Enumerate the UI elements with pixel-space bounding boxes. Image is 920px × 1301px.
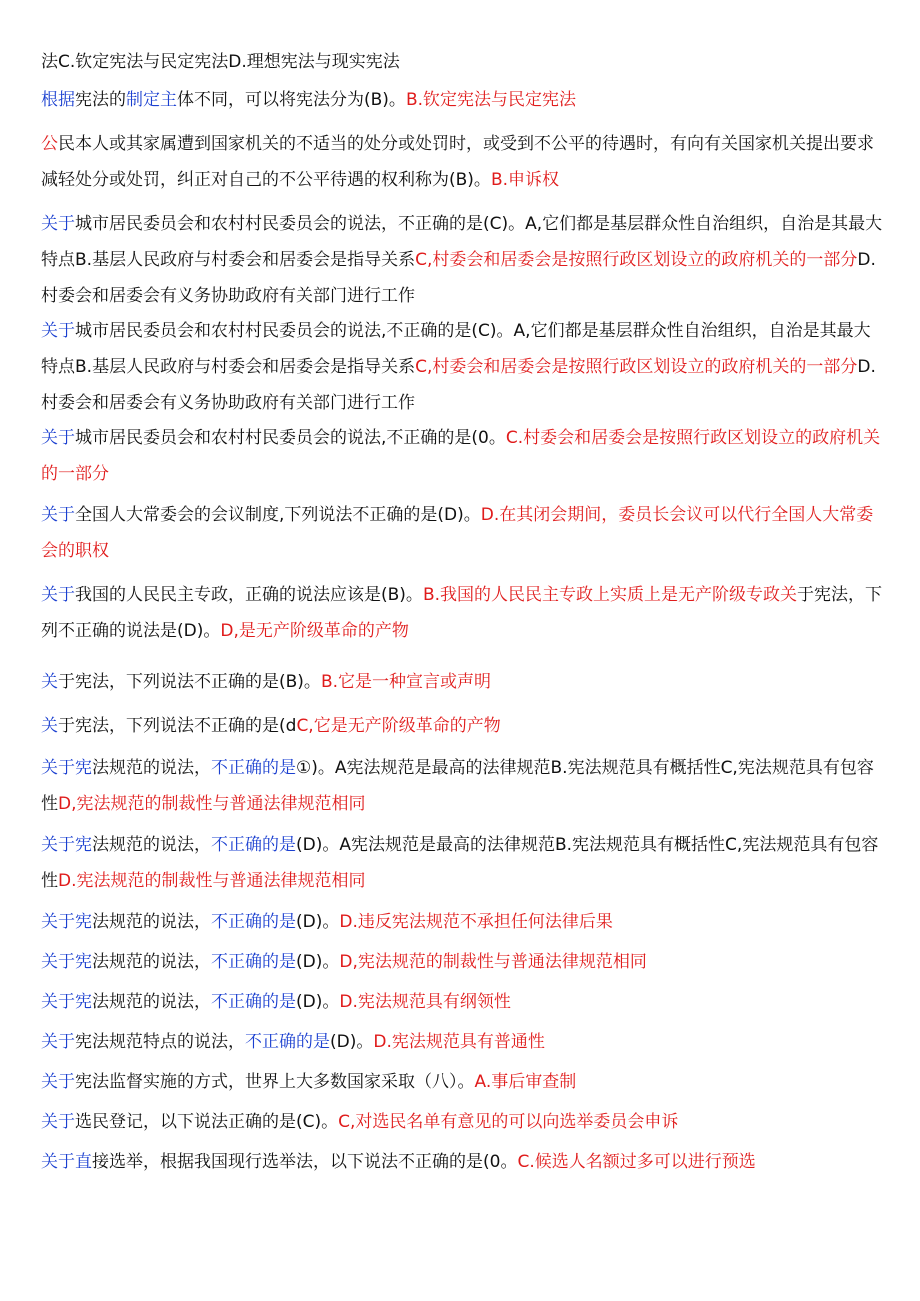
text-segment: 关于宪 xyxy=(41,758,92,778)
paragraph-11 xyxy=(41,827,883,899)
paragraph-9 xyxy=(41,708,883,744)
text-segment: 关于 xyxy=(41,585,75,605)
text-segment: C,村委会和居委会是按照行政区划设立的政府机关的一部分 xyxy=(415,357,858,377)
text-segment: 不正确的是 xyxy=(211,952,296,972)
paragraph-8 xyxy=(41,664,883,700)
text-segment: D.宪法规范具有纲领性 xyxy=(339,992,511,1012)
paragraph-12 xyxy=(41,904,883,940)
text-segment: D.村委会和居委会有义务协助政府有关部门进行工作 xyxy=(41,250,876,306)
text-segment: D,宪法规范的制裁性与普通法律规范相同 xyxy=(339,952,647,972)
paragraph-17 xyxy=(41,1104,883,1140)
text-segment: 关 xyxy=(41,716,58,736)
text-segment: B.我国的人民民主专政上实质上是无产阶级专政关 xyxy=(422,585,798,605)
text-segment: D.违反宪法规范不承担任何法律后果 xyxy=(339,912,613,932)
paragraph-2 xyxy=(41,126,883,198)
text-segment: 制定主 xyxy=(126,90,177,110)
text-segment: B.它是一种宣言或声明 xyxy=(320,672,492,692)
text-segment: 全国人大常委会的会议制度,下列说法不正确的是(D)。 xyxy=(75,505,481,525)
paragraph-15 xyxy=(41,1024,883,1060)
text-segment: 法规范的说法， xyxy=(92,835,211,855)
text-segment: 关于 xyxy=(41,1032,75,1052)
paragraph-4 xyxy=(41,313,883,421)
text-segment: D.宪法规范的制裁性与普通法律规范相同 xyxy=(58,871,366,891)
text-segment: B.钦定宪法与民定宪法 xyxy=(405,90,577,110)
text-segment: 法规范的说法， xyxy=(92,912,211,932)
text-segment: 关于 xyxy=(41,1072,75,1092)
text-segment: 于宪法，下列说法不正确的是(B)。 xyxy=(58,672,321,692)
text-segment: 宪法的 xyxy=(75,90,126,110)
text-segment: 公 xyxy=(41,134,58,154)
text-segment: 关于宪 xyxy=(41,912,92,932)
text-segment: C,它是无产阶级革命的产物 xyxy=(296,716,501,736)
paragraph-16 xyxy=(41,1064,883,1100)
text-segment: 法C.钦定宪法与民定宪法D.理想宪法与现实宪法 xyxy=(41,52,400,72)
text-segment: 我国的人民民主专政，正确的说法应该是(B)。 xyxy=(75,585,423,605)
text-segment: 法规范的说法， xyxy=(92,992,211,1012)
text-segment: 选民登记，以下说法正确的是(C)。 xyxy=(75,1112,339,1132)
text-segment: C,村委会和居委会是按照行政区划设立的政府机关的一部分 xyxy=(415,250,858,270)
paragraph-18 xyxy=(41,1144,883,1180)
text-segment: C,对选民名单有意见的可以向选举委员会申诉 xyxy=(338,1112,679,1132)
text-segment: 于宪法，下列不正确的说法是(D)。 xyxy=(41,585,883,641)
text-segment: 宪法监督实施的方式，世界上大多数国家采取（八）。 xyxy=(75,1072,475,1092)
paragraph-14 xyxy=(41,984,883,1020)
text-segment: 民本人或其家属遭到国家机关的不适当的处分或处罚时，或受到不公平的待遇时，有向有关国家机关提出要求减轻处分或处罚，纠正对自己的不公平待遇的权利称为(B)。 xyxy=(41,134,874,190)
text-segment: (D)。 xyxy=(296,952,340,972)
text-segment: 城市居民委员会和农村村民委员会的说法,不正确的是(C)。A,它们都是基层群众性自治组织，自治是其最大特点B.基层人民政府与村委会和居委会是指导关系 xyxy=(41,321,871,377)
text-segment: 关于宪 xyxy=(41,952,92,972)
text-segment: 法规范的说法， xyxy=(92,952,211,972)
text-segment: 不正确的是 xyxy=(211,992,296,1012)
text-segment: D,宪法规范的制裁性与普通法律规范相同 xyxy=(58,794,366,814)
text-segment: 接选举，根据我国现行选举法，以下说法不正确的是(0。 xyxy=(92,1152,518,1172)
text-segment: 关 xyxy=(41,672,58,692)
text-segment: 关于 xyxy=(41,214,75,234)
text-segment: D,是无产阶级革命的产物 xyxy=(220,621,409,641)
text-segment: A.事后审查制 xyxy=(474,1072,577,1092)
text-segment: (D)。A宪法规范是最高的法律规范B.宪法规范具有概括性C,宪法规范具有包容性 xyxy=(41,835,879,891)
paragraph-1 xyxy=(41,82,883,118)
text-segment: 关于 xyxy=(41,321,75,341)
text-segment: D.在其闭会期间，委员长会议可以代行全国人大常委会的职权 xyxy=(41,505,874,561)
paragraph-10 xyxy=(41,750,883,822)
paragraph-3 xyxy=(41,206,883,314)
text-segment: 城市居民委员会和农村村民委员会的说法,不正确的是(0。 xyxy=(75,428,506,448)
text-segment: 不正确的是 xyxy=(211,835,296,855)
text-segment: C.村委会和居委会是按照行政区划设立的政府机关的一部分 xyxy=(41,428,881,484)
text-segment: 不正确的是 xyxy=(211,912,296,932)
paragraph-5 xyxy=(41,420,883,492)
text-segment: (D)。 xyxy=(296,912,340,932)
text-segment: 关于直 xyxy=(41,1152,92,1172)
text-segment: 法规范的说法， xyxy=(92,758,211,778)
paragraph-13 xyxy=(41,944,883,980)
paragraph-6 xyxy=(41,497,883,569)
text-segment: 关于宪 xyxy=(41,992,92,1012)
text-segment: D.宪法规范具有普通性 xyxy=(373,1032,545,1052)
text-segment: 不正确的是 xyxy=(245,1032,330,1052)
text-segment: ①)。A宪法规范是最高的法律规范B.宪法规范具有概括性C,宪法规范具有包容性 xyxy=(41,758,874,814)
text-segment: 根据 xyxy=(41,90,75,110)
text-segment: B.申诉权 xyxy=(490,170,560,190)
text-segment: 于宪法，下列说法不正确的是(d xyxy=(58,716,297,736)
paragraph-0 xyxy=(41,44,883,80)
text-segment: 城市居民委员会和农村村民委员会的说法，不正确的是(C)。A,它们都是基层群众性自治组织，自治是其最大特点B.基层人民政府与村委会和居委会是指导关系 xyxy=(41,214,883,270)
text-segment: 关于 xyxy=(41,505,75,525)
paragraph-7 xyxy=(41,577,883,649)
text-segment: C.候选人名额过多可以进行预选 xyxy=(517,1152,756,1172)
text-segment: (D)。 xyxy=(330,1032,374,1052)
text-segment: 关于 xyxy=(41,1112,75,1132)
text-segment: 体不同，可以将宪法分为(B)。 xyxy=(177,90,406,110)
text-segment: 关于宪 xyxy=(41,835,92,855)
text-segment: 不正确的是 xyxy=(211,758,296,778)
text-segment: (D)。 xyxy=(296,992,340,1012)
text-segment: 宪法规范特点的说法， xyxy=(75,1032,245,1052)
text-segment: 关于 xyxy=(41,428,75,448)
text-segment: D.村委会和居委会有义务协助政府有关部门进行工作 xyxy=(41,357,876,413)
